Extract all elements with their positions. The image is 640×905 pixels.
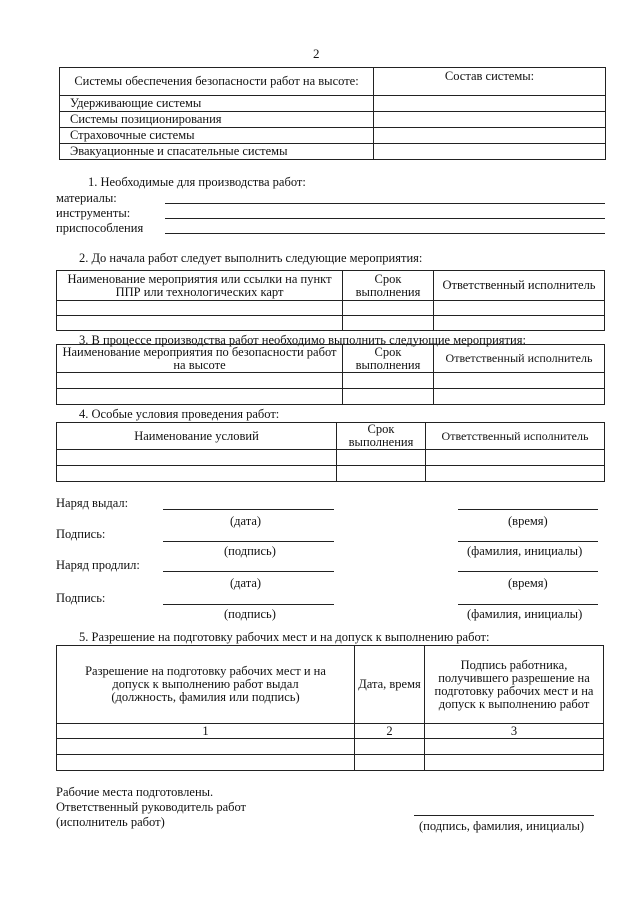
section3-col2: Срок выполнения xyxy=(343,345,434,373)
table-cell xyxy=(57,301,343,316)
signature-caption-1: (подпись) xyxy=(224,544,276,558)
issued-time-line xyxy=(458,509,598,510)
safety-row: Страховочные системы xyxy=(60,128,374,144)
table-cell xyxy=(337,466,426,482)
table-cell xyxy=(434,301,605,316)
table-cell xyxy=(434,373,605,389)
signature-line-2 xyxy=(163,604,334,605)
section4-col1: Наименование условий xyxy=(57,423,337,450)
fixtures-label: приспособления xyxy=(56,221,144,235)
table-cell xyxy=(57,373,343,389)
safety-header-left: Системы обеспечения безопасности работ на высоте: xyxy=(60,68,374,96)
safety-row: Удерживающие системы xyxy=(60,96,374,112)
table-cell xyxy=(426,466,605,482)
section4-table xyxy=(56,422,605,482)
table-cell xyxy=(343,389,434,405)
section5-num2: 2 xyxy=(355,724,425,739)
section4-title: 4. Особые условия проведения работ: xyxy=(79,407,280,421)
footer-line3: (исполнитель работ) xyxy=(56,815,165,829)
extended-date-line xyxy=(163,571,334,572)
table-cell xyxy=(343,316,434,331)
safety-cell xyxy=(374,96,606,112)
page-number: 2 xyxy=(313,46,320,61)
issued-label: Наряд выдал: xyxy=(56,496,129,510)
footer-line2: Ответственный руководитель работ xyxy=(56,800,247,814)
section4-col3: Ответственный исполнитель xyxy=(426,423,605,450)
table-cell xyxy=(57,316,343,331)
table-cell xyxy=(57,739,355,755)
table-cell xyxy=(425,755,604,771)
table-cell xyxy=(434,389,605,405)
section2-table xyxy=(56,270,605,331)
section2-col3: Ответственный исполнитель xyxy=(434,271,605,301)
section3-table xyxy=(56,344,605,405)
signature-line-1 xyxy=(163,541,334,542)
table-cell xyxy=(57,450,337,466)
issued-date-caption: (дата) xyxy=(230,514,262,528)
issued-date-line xyxy=(163,509,334,510)
table-cell xyxy=(355,739,425,755)
safety-cell xyxy=(374,112,606,128)
table-cell xyxy=(434,316,605,331)
table-cell xyxy=(57,755,355,771)
extended-time-caption: (время) xyxy=(508,576,548,590)
safety-row: Системы позиционирования xyxy=(60,112,374,128)
section2-col2: Срок выполнения xyxy=(343,271,434,301)
safety-cell xyxy=(374,144,606,160)
table-cell xyxy=(57,389,343,405)
signature-caption-2: (подпись) xyxy=(224,607,276,621)
name-line-1 xyxy=(458,541,598,542)
signature-label-2: Подпись: xyxy=(56,591,106,605)
safety-row: Эвакуационные и спасательные системы xyxy=(60,144,374,160)
extended-time-line xyxy=(458,571,598,572)
issued-time-caption: (время) xyxy=(508,514,548,528)
section2-title: 2. До начала работ следует выполнить следующие мероприятия: xyxy=(79,251,423,265)
fixtures-line xyxy=(165,233,605,234)
section3-col1: Наименование мероприятия по безопасности работ на высоте xyxy=(57,345,343,373)
materials-label: материалы: xyxy=(56,191,117,205)
section5-col1: Разрешение на подготовку рабочих мест и на допуск к выполнению работ выдал (должность, фамилия или подпись) xyxy=(57,646,355,724)
footer-sign-caption: (подпись, фамилия, инициалы) xyxy=(419,819,585,833)
section5-num1: 1 xyxy=(57,724,355,739)
table-cell xyxy=(57,466,337,482)
section3-title: 3. В процессе производства работ необходимо выполнить следующие мероприятия: xyxy=(79,333,526,347)
extended-date-caption: (дата) xyxy=(230,576,262,590)
tools-line xyxy=(165,218,605,219)
safety-systems-table xyxy=(59,67,606,160)
safety-cell xyxy=(374,128,606,144)
section5-num3: 3 xyxy=(425,724,604,739)
section5-col2: Дата, время xyxy=(355,646,425,724)
section4-col2: Срок выполнения xyxy=(337,423,426,450)
footer-sign-line xyxy=(414,815,594,816)
name-caption-1: (фамилия, инициалы) xyxy=(467,544,583,558)
section5-table xyxy=(56,645,604,771)
table-cell xyxy=(343,373,434,389)
section5-col3: Подпись работника, получившего разрешение на подготовку рабочих мест и на допуск к выполнению работ xyxy=(425,646,604,724)
signature-label-1: Подпись: xyxy=(56,527,106,541)
section5-title: 5. Разрешение на подготовку рабочих мест и на допуск к выполнению работ: xyxy=(79,630,490,644)
table-cell xyxy=(355,755,425,771)
section2-col1: Наименование мероприятия или ссылки на пункт ППР или технологических карт xyxy=(57,271,343,301)
name-line-2 xyxy=(458,604,598,605)
section3-col3: Ответственный исполнитель xyxy=(434,345,605,373)
footer-line1: Рабочие места подготовлены. xyxy=(56,785,214,799)
section1-title: 1. Необходимые для производства работ: xyxy=(88,175,306,189)
extended-label: Наряд продлил: xyxy=(56,558,140,572)
materials-line xyxy=(165,203,605,204)
table-cell xyxy=(337,450,426,466)
safety-header-right: Состав системы: xyxy=(374,68,606,96)
table-cell xyxy=(343,301,434,316)
tools-label: инструменты: xyxy=(56,206,131,220)
table-cell xyxy=(425,739,604,755)
name-caption-2: (фамилия, инициалы) xyxy=(467,607,583,621)
table-cell xyxy=(426,450,605,466)
